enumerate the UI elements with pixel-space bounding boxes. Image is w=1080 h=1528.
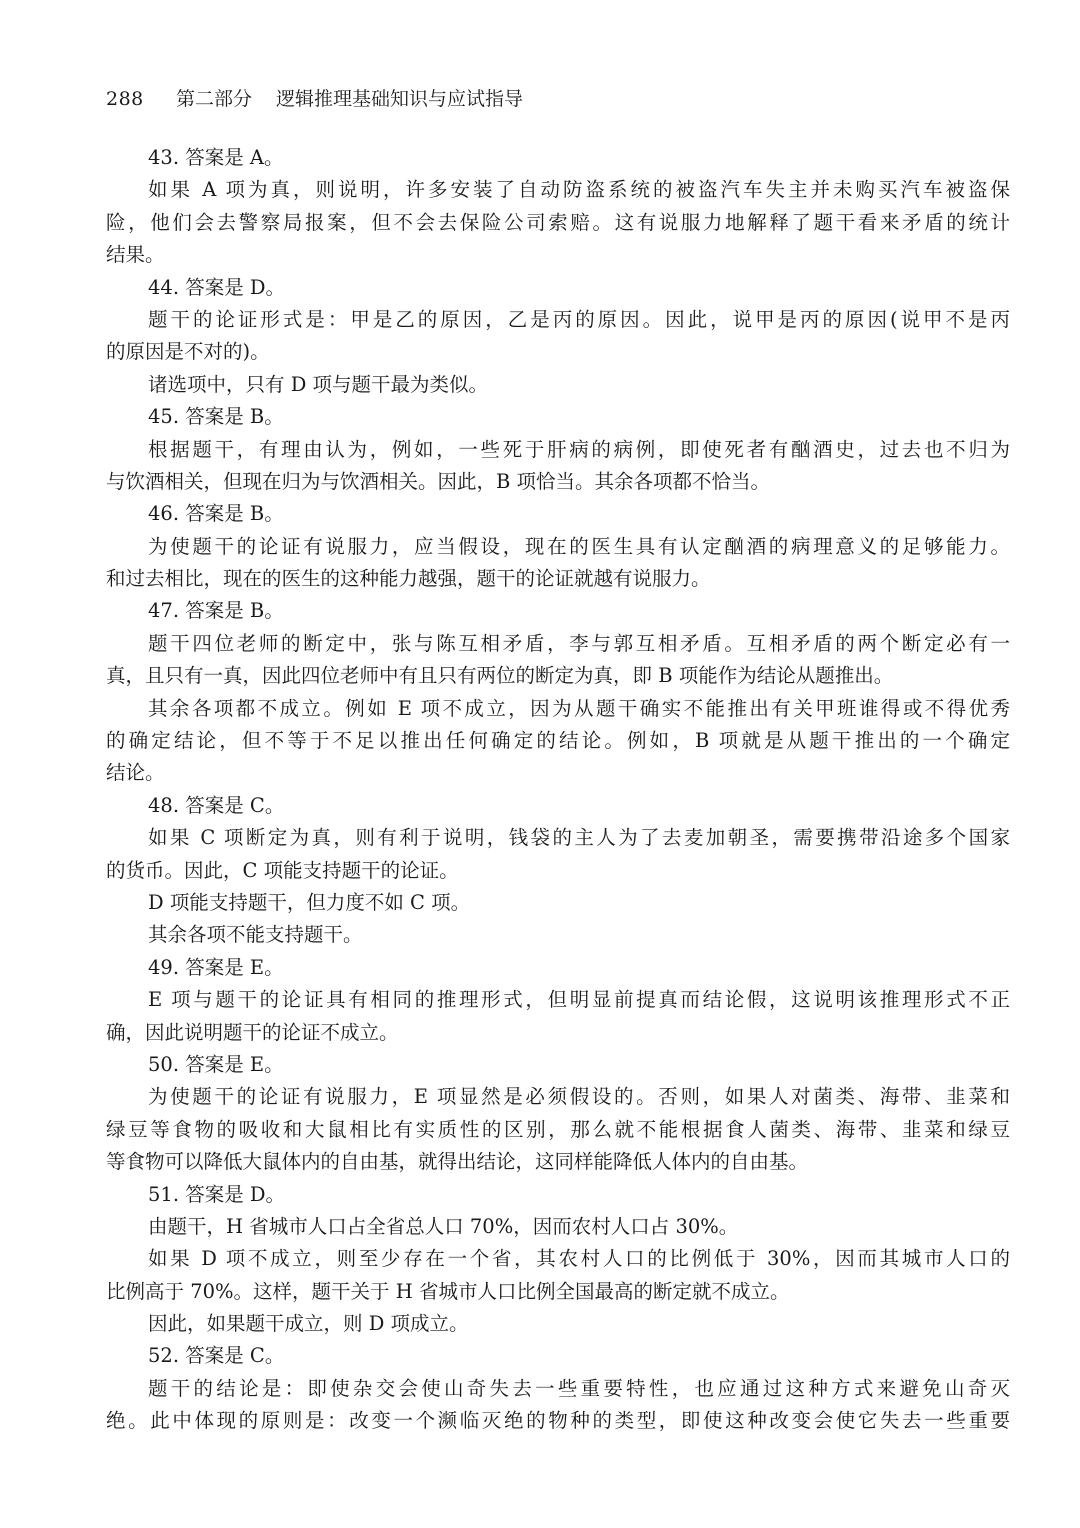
paragraph-line: 结果。 [106, 243, 165, 267]
paragraph-line: 确，因此说明题干的论证不成立。 [106, 1020, 399, 1044]
paragraph-first-line: 如果 D 项不成立，则至少存在一个省，其农村人口的比例低于 30%，因而其城市人口的 [148, 1247, 1010, 1271]
paragraph-line: 比例高于 70%。这样，题干关于 H 省城市人口比例全国最高的断定就不成立。 [106, 1279, 790, 1303]
answer-heading: 52. 答案是 C。 [148, 1344, 285, 1368]
paragraph-first-line: 题干四位老师的断定中，张与陈互相矛盾，李与郭互相矛盾。互相矛盾的两个断定必有一 [148, 631, 1010, 655]
paragraph-first-line: 为使题干的论证有说服力，E 项显然是必须假设的。否则，如果人对菌类、海带、韭菜和 [148, 1085, 1010, 1109]
paragraph-first-line: 如果 C 项断定为真，则有利于说明，钱袋的主人为了去麦加朝圣，需要携带沿途多个国家 [148, 826, 1010, 850]
answer-heading: 50. 答案是 E。 [148, 1052, 284, 1076]
part-title: 第二部分 [176, 88, 253, 110]
paragraph-line: 绿豆等食物的吸收和大鼠相比有实质性的区别，那么就不能根据食人菌类、海带、韭菜和绿豆 [106, 1117, 1010, 1141]
answer-heading: 48. 答案是 C。 [148, 793, 285, 817]
paragraph-line: 诸选项中，只有 D 项与题干最为类似。 [148, 372, 489, 396]
running-header [106, 84, 1010, 114]
paragraph-line: 险，他们会去警察局报案，但不会去保险公司索赔。这有说服力地解释了题干看来矛盾的统计 [106, 210, 1010, 234]
answer-heading: 46. 答案是 B。 [148, 502, 284, 526]
answer-heading: 51. 答案是 D。 [148, 1182, 286, 1206]
paragraph-first-line: 题干的论证形式是：甲是乙的原因，乙是丙的原因。因此，说甲是丙的原因(说甲不是丙 [148, 307, 1010, 331]
paragraph-line: 其余各项不能支持题干。 [148, 923, 363, 947]
paragraph-line: 绝。此中体现的原则是：改变一个濒临灭绝的物种的类型，即使这种改变会使它失去一些重要 [106, 1409, 1010, 1433]
paragraph-line: 等食物可以降低大鼠体内的自由基，就得出结论，这同样能降低人体内的自由基。 [106, 1150, 809, 1174]
paragraph-line: 的货币。因此，C 项能支持题干的论证。 [106, 858, 459, 882]
paragraph-first-line: 题干的结论是：即使杂交会使山奇失去一些重要特性，也应通过这种方式来避免山奇灭 [148, 1376, 1010, 1400]
paragraph-first-line: E 项与题干的论证具有相同的推理形式，但明显前提真而结论假，这说明该推理形式不正 [148, 988, 1010, 1012]
answer-explanations [106, 142, 1010, 1438]
paragraph-first-line: 为使题干的论证有说服力，应当假设，现在的医生具有认定酗酒的病理意义的足够能力。 [148, 534, 1010, 558]
paragraph-first-line: 其余各项都不成立。例如 E 项不成立，因为从题干确实不能推出有关甲班谁得或不得优秀 [148, 696, 1010, 720]
answer-heading: 45. 答案是 B。 [148, 405, 284, 429]
paragraph-line: 的原因是不对的)。 [106, 340, 270, 364]
paragraph-line: 真，且只有一真，因此四位老师中有且只有两位的断定为真，即 B 项能作为结论从题推出。 [106, 664, 894, 688]
paragraph-first-line: 根据题干，有理由认为，例如，一些死于肝病的病例，即使死者有酗酒史，过去也不归为 [148, 437, 1010, 461]
paragraph-line: D 项能支持题干，但力度不如 C 项。 [148, 890, 471, 914]
paragraph-line: 的确定结论，但不等于不足以推出任何确定的结论。例如，B 项就是从题干推出的一个确定 [106, 729, 1010, 753]
paragraph-first-line: 如果 A 项为真，则说明，许多安装了自动防盗系统的被盗汽车失主并未购买汽车被盗保 [148, 178, 1010, 202]
paragraph-line: 和过去相比，现在的医生的这种能力越强，题干的论证就越有说服力。 [106, 567, 711, 591]
paragraph-line: 由题干，H 省城市人口占全省总人口 70%，因而农村人口占 30%。 [148, 1214, 739, 1238]
answer-heading: 44. 答案是 D。 [148, 275, 286, 299]
answer-heading: 43. 答案是 A。 [148, 146, 284, 169]
paragraph-line: 与饮酒相关，但现在归为与饮酒相关。因此，B 项恰当。其余各项都不恰当。 [106, 469, 771, 493]
chapter-title: 逻辑推理基础知识与应试指导 [276, 88, 524, 110]
answer-heading: 47. 答案是 B。 [148, 599, 284, 623]
paragraph-line: 结论。 [106, 761, 165, 785]
paragraph-line: 因此，如果题干成立，则 D 项成立。 [148, 1312, 469, 1336]
page-number: 288 [106, 88, 144, 110]
answer-heading: 49. 答案是 E。 [148, 955, 284, 979]
